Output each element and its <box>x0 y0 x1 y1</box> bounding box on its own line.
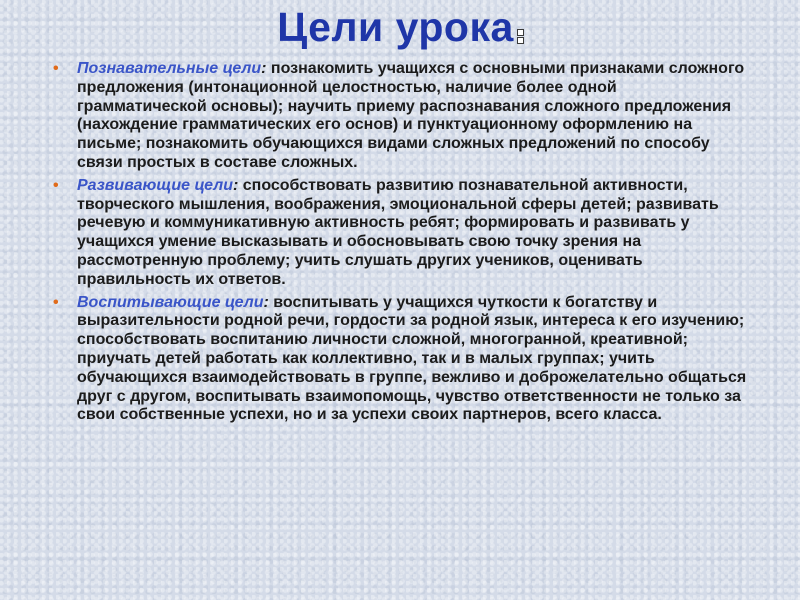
goal-colon: : <box>232 176 239 194</box>
goal-item-cognitive <box>50 60 750 173</box>
slide-title-block <box>0 4 800 50</box>
goal-lead: Познавательные цели <box>77 60 262 77</box>
goal-item-developing <box>50 177 750 290</box>
goal-text: способствовать развитию познавательной активности, творческого мышления, воображения, эмоциональной сферы детей; развивать речевую и коммуникативную активность ребят; формировать и развивать у учащихся умение высказывать и обосновывать свою точку зрения на рассмотренную проблему; учить слушать других учеников, оценивать правильность их ответов. <box>77 176 719 288</box>
goals-list <box>50 60 750 429</box>
bullet-icon: • <box>53 176 59 194</box>
bullet-icon: • <box>53 60 59 77</box>
goal-colon: : <box>263 293 269 311</box>
goal-text: воспитывать у учащихся чуткости к богатству и выразительности родной речи, гордости за родной язык, интереса к его изучению; способствовать воспитанию личности сложной, многогранной, креативной; приучать детей работать как коллективно, так и в малых группах; учить обучающихся взаимодействовать в группе, вежливо и доброжелательно общаться друг с другом, воспитывать взаимопомощь, чувство ответственности не только за свои собственные успехи, но и за успехи своих партнеров, всего класса. <box>77 293 747 424</box>
goal-item-educational <box>50 294 750 426</box>
goal-text: познакомить учащихся с основными признаками сложного предложения (интонационной целостностью, наличие более одной грамматической основы); научить приему распознавания сложного предложения (нахождение грамматических его основ) и пунктуационному оформлению на письме; познакомить обучающихся видами сложных предложений по способу связи простых в составе сложных. <box>77 60 745 171</box>
goal-lead: Развивающие цели <box>77 176 233 194</box>
slide-title: Цели урока <box>277 4 514 50</box>
colon-box-icon <box>517 29 523 43</box>
bullet-icon: • <box>53 293 59 311</box>
goal-lead: Воспитывающие цели <box>77 293 264 311</box>
goal-colon: : <box>261 60 267 77</box>
